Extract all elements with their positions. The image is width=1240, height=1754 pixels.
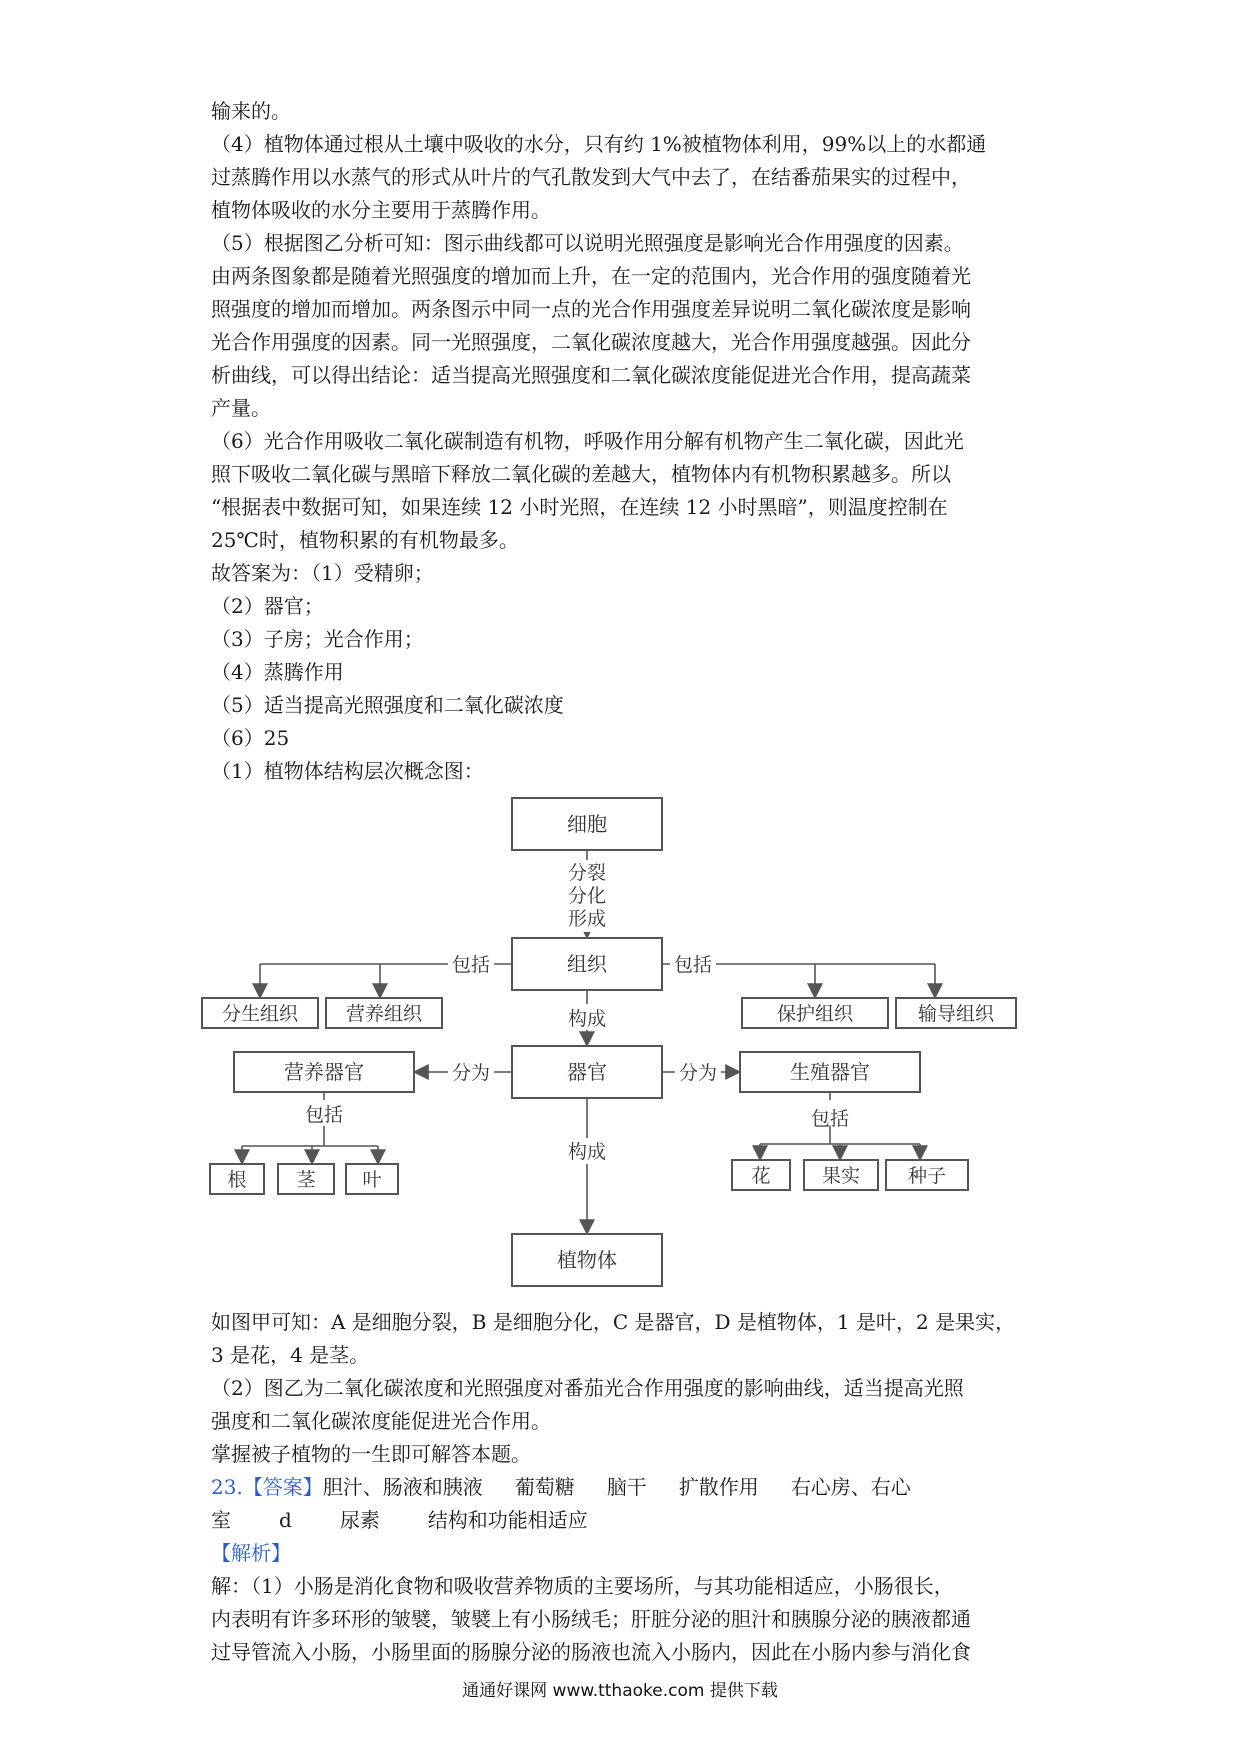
label-form: 形成 (567, 908, 607, 930)
label-include-left: 包括 (451, 954, 491, 976)
plant-structure-diagram (200, 788, 1050, 1298)
answer-tag: 【答案】 (242, 1475, 323, 1499)
answer-item: 胆汁、肠液和胰液 (322, 1475, 483, 1499)
q23-answer-row-2 (211, 1504, 1041, 1537)
reproductive-organ-label: 生殖器官 (790, 1060, 870, 1084)
stem-label: 茎 (296, 1169, 316, 1191)
paragraph-2: （2）图乙为二氧化碳浓度和光照强度对番茄光合作用强度的影响曲线，适当提高光照 强度和二氧化碳浓度能促进光合作用。 (211, 1376, 964, 1433)
analysis-tag-line (211, 1537, 1041, 1570)
q23-answer-row-1 (211, 1471, 1041, 1504)
protective-label: 保护组织 (776, 1003, 854, 1025)
vegetative-organ-label: 营养器官 (284, 1060, 364, 1084)
conductive-label: 输导组织 (917, 1003, 995, 1025)
answer-item: 右心房、右心 (790, 1475, 911, 1499)
meristem-label: 分生组织 (221, 1003, 299, 1025)
answer-list: 故答案为：（1）受精卵； （2）器官； （3）子房；光合作用； （4）蒸腾作用 （5）适当提高光照强度和二氧化碳浓度 （6）25 （1）植物体结构层次概念图： (211, 561, 564, 783)
summary: 掌握被子植物的一生即可解答本题。 (211, 1442, 531, 1466)
plant-label: 植物体 (557, 1248, 617, 1272)
label-include-right: 包括 (673, 954, 713, 976)
paragraph-4: （4）植物体通过根从土壤中吸收的水分，只有约 1%被植物体利用，99%以上的水都通 过蒸腾作用以水蒸气的形式从叶片的气孔散发到大气中去了，在结番茄果实的过程中， 植物体吸收的水分主要用于蒸腾作用。 (211, 132, 987, 222)
label-compose-1: 构成 (567, 1008, 607, 1030)
analysis-tag: 【解析】 (211, 1541, 291, 1565)
leaf-label: 叶 (362, 1169, 382, 1191)
label-divide-right: 分为 (678, 1062, 718, 1084)
answer-item: 尿素 (339, 1508, 380, 1532)
text-line: 输来的。 (211, 99, 291, 123)
nutritive-label: 营养组织 (345, 1003, 423, 1025)
label-include-veg: 包括 (304, 1104, 344, 1126)
answer-item: 葡萄糖 (514, 1475, 575, 1499)
page-footer: 通通好课网 www.tthaoke.com 提供下载 (462, 1681, 778, 1701)
question-number: 23. (211, 1475, 243, 1499)
answer-item: d (279, 1508, 292, 1532)
answer-item: 扩散作用 (678, 1475, 759, 1499)
label-divide-left: 分为 (451, 1062, 491, 1084)
figure-explanation: 如图甲可知：A 是细胞分裂，B 是细胞分化，C 是器官，D 是植物体，1 是叶，2 是果实， 3 是花，4 是茎。 (211, 1310, 1016, 1367)
analysis-text: 解：（1）小肠是消化食物和吸收营养物质的主要场所，与其功能相适应，小肠很长， 内表明有许多环形的皱襞，皱襞上有小肠绒毛；肝脏分泌的胆汁和胰腺分泌的胰液都通 过导管流入小肠，小肠里面的肠腺分泌的肠液也流入小肠内，因此在小肠内参与消化食 (211, 1574, 971, 1664)
cell-label: 细胞 (567, 812, 607, 836)
answer-item: 室 (211, 1508, 231, 1532)
label-include-rep: 包括 (810, 1108, 850, 1130)
flower-label: 花 (751, 1165, 771, 1187)
seed-label: 种子 (907, 1165, 947, 1187)
root-label: 根 (227, 1169, 247, 1191)
tissue-label: 组织 (567, 952, 607, 976)
answer-item: 脑干 (606, 1475, 647, 1499)
fruit-label: 果实 (821, 1165, 861, 1187)
organ-label: 器官 (567, 1060, 607, 1084)
answer-item: 结构和功能相适应 (427, 1508, 588, 1532)
paragraph-5: （5）根据图乙分析可知：图示曲线都可以说明光照强度是影响光合作用强度的因素。 由两条图象都是随着光照强度的增加而上升，在一定的范围内，光合作用的强度随着光 照强度的增加而增加。两条图示中同一点的光合作用强度差异说明二氧化碳浓度是影响 光合作用强度的因素。同一光照强度，二氧化碳浓度越大，光合作用强度越强。因此分 析曲线，可以得出结论：适当提高光照强度和二氧化碳浓度能促进光合作用，提高蔬菜 产量。 (211, 231, 971, 420)
label-divide: 分裂 (567, 862, 607, 884)
label-compose-2: 构成 (567, 1141, 607, 1163)
label-differentiate: 分化 (567, 885, 607, 907)
paragraph-6: （6）光合作用吸收二氧化碳制造有机物，呼吸作用分解有机物产生二氧化碳，因此光 照下吸收二氧化碳与黑暗下释放二氧化碳的差越大，植物体内有机物积累越多。所以 “根据表中数据可知，如果连续 12 小时光照，在连续 12 小时黑暗”，则温度控制在 25℃时，植物积累的有机物最多。 (211, 429, 964, 552)
